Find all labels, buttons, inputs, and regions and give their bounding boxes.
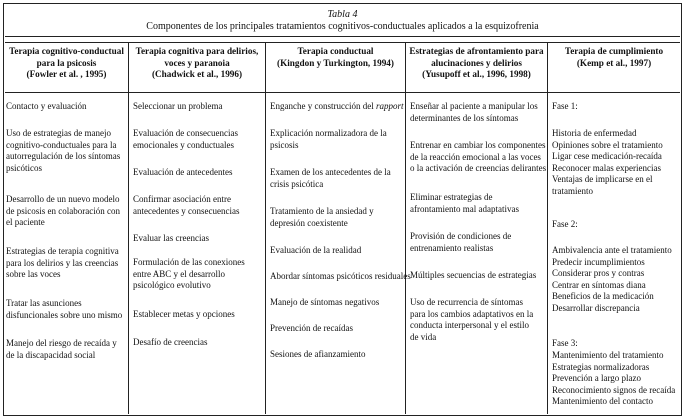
- list-item: Prevención de recaídas: [270, 323, 353, 333]
- list-item: Provisión de condiciones de entrenamiento realistas: [410, 231, 512, 253]
- list-item: Establecer metas y opciones: [133, 309, 235, 319]
- list-item: Examen de los antecedentes de la crisis psicótica: [270, 167, 391, 189]
- list-item: Enseñar al paciente a manipular los determinantes de los síntomas: [410, 101, 538, 123]
- table-number: Tabla 4: [327, 9, 358, 20]
- rule-top-inner: [5, 42, 680, 43]
- list-item: Desafío de creencias: [133, 337, 208, 347]
- list-item: Seleccionar un problema: [133, 101, 223, 111]
- list-item: Sesiones de afianzamiento: [270, 349, 366, 359]
- phase-label: Fase 2:: [552, 219, 578, 229]
- phase-label: Fase 3:: [552, 338, 578, 348]
- rapport-term: rapport: [375, 101, 404, 111]
- list-item: Evaluación de la realidad: [270, 245, 362, 255]
- table-title: Componentes de los principales tratamientos cognitivos-conductuales aplicados a la esquizofrenia: [146, 21, 539, 32]
- list-item: Desarrollo de un nuevo modelo de psicosis en colaboración con el paciente: [6, 194, 120, 227]
- column-header-kemp: Terapia de cumplimiento (Kemp et al., 1997): [564, 46, 664, 68]
- list-item: Uso de estrategias de manejo cognitivo-conductuales para la autorregulación de los síntomas psicóticos: [6, 128, 121, 173]
- list-item: Múltiples secuencias de estrategias: [410, 270, 537, 280]
- column-divider: [265, 43, 266, 414]
- list-item: Confirmar asociación entre antecedentes y consecuencias: [133, 194, 240, 216]
- column-header-chadwick: Terapia cognitiva para delirios, voces y paranoia (Chadwick et al., 1996): [135, 46, 259, 79]
- list-item: Historia de enfermedad Opiniones sobre el tratamiento Ligar cese medicación-recaída Reconocer malas experiencias Ventajas de implicarse en el tratamiento: [552, 128, 663, 196]
- column-header-kingdon: Terapia conductual (Kingdon y Turkington, 1994): [277, 46, 394, 68]
- list-item: Ambivalencia ante el tratamiento Predecir incumplimientos Considerar pros y contras Centrar en síntomas diana Beneficios de la medicación Desarrollar discrepancia: [552, 245, 672, 313]
- column-header-yusupoff: Estrategias de afrontamiento para alucinaciones y delirios (Yusupoff et al., 1996, 1998): [409, 46, 544, 79]
- list-item: Mantenimiento del tratamiento Estrategias normalizadoras Prevención a largo plazo Reconocimiento signos de recaída Mantenimiento del contacto: [552, 350, 676, 406]
- column-divider: [547, 43, 548, 414]
- phase-label: Fase 1:: [552, 101, 578, 111]
- rule-top: [5, 36, 680, 37]
- list-item: Uso de recurrencia de síntomas para los cambios adaptativos en la conducta interpersonal y el estilo de vida: [410, 297, 534, 342]
- list-item: Entrenar en cambiar los componentes de la reacción emocional a las voces o la activación de creencias delirantes: [410, 140, 547, 173]
- column-divider: [405, 43, 406, 414]
- column-divider: [128, 43, 129, 414]
- list-item: Tratar las asunciones disfuncionales sobre uno mismo: [6, 298, 123, 320]
- rule-header-bottom: [5, 92, 680, 93]
- list-item: Manejo de síntomas negativos: [270, 297, 380, 307]
- list-item: Evaluación de antecedentes: [133, 167, 233, 177]
- list-item: Formulación de las conexiones entre ABC y el desarrollo psicológico evolutivo: [133, 257, 245, 290]
- list-item: Explicación normalizadora de la psicosis: [270, 128, 387, 150]
- list-item: Evaluación de consecuencias emocionales y conductuales: [133, 128, 238, 150]
- list-item: Contacto y evaluación: [6, 101, 87, 111]
- list-item: Eliminar estrategias de afrontamiento mal adaptativas: [410, 192, 519, 214]
- list-item: Manejo del riesgo de recaída y de la discapacidad social: [6, 338, 117, 360]
- list-item: Estrategias de terapia cognitiva para los delirios y las creencias sobre las voces: [6, 246, 119, 279]
- list-item: Abordar síntomas psicóticos residuales: [270, 271, 411, 281]
- column-header-fowler: Terapia cognitivo-conductual para la psicosis (Fowler et al. , 1995): [9, 46, 124, 79]
- list-item: Tratamiento de la ansiedad y depresión coexistente: [270, 206, 374, 228]
- list-item: Evaluar las creencias: [133, 233, 209, 243]
- list-item: Enganche y construcción del rapport: [270, 101, 404, 111]
